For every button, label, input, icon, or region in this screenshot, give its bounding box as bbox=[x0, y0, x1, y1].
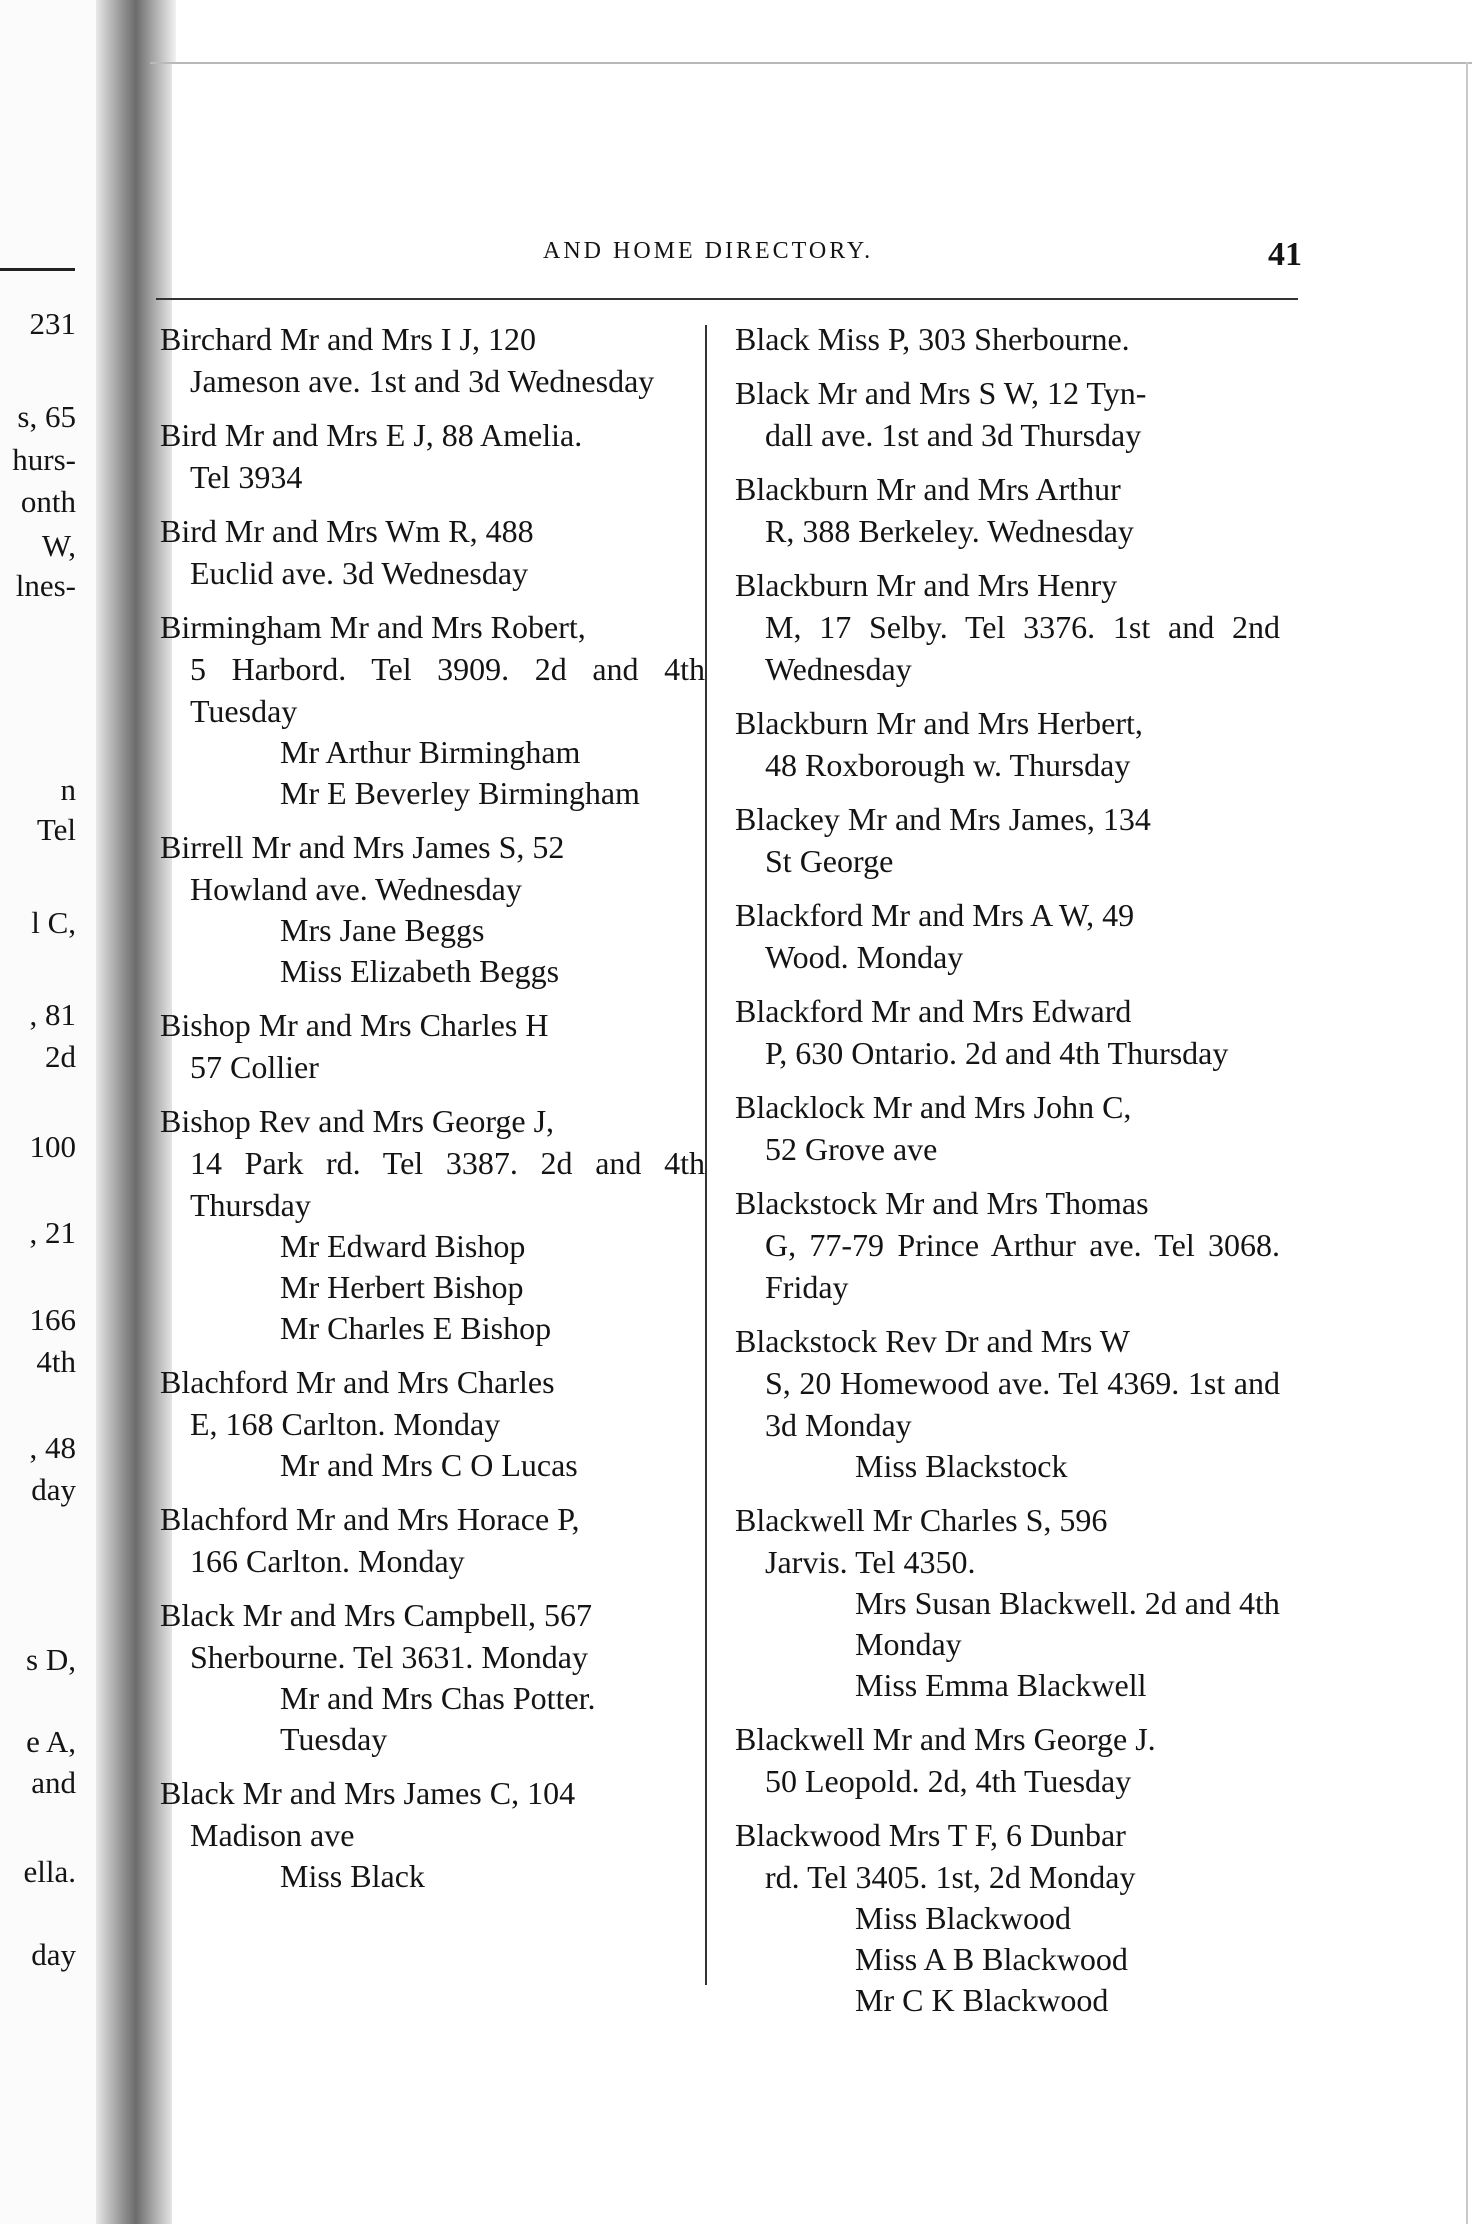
directory-entry bbox=[160, 606, 705, 814]
facing-fragment: day bbox=[31, 1472, 76, 1507]
entry-name: Blackburn Mr and Mrs Henry bbox=[735, 567, 1118, 603]
facing-fragment: s, 65 bbox=[17, 399, 76, 434]
household-member: Mr Herbert Bishop bbox=[280, 1269, 524, 1305]
directory-entry bbox=[160, 1361, 705, 1486]
entry-name: Blackstock Mr and Mrs Thomas bbox=[735, 1185, 1149, 1221]
facing-fragment: , 21 bbox=[29, 1215, 76, 1250]
directory-entry bbox=[160, 1772, 705, 1897]
left-column bbox=[160, 318, 705, 1909]
directory-entry bbox=[160, 1594, 705, 1760]
entry-address: R, 388 Berkeley. Wednesday bbox=[765, 513, 1134, 549]
facing-fragment: day bbox=[31, 1937, 76, 1972]
directory-entry bbox=[735, 798, 1280, 882]
household-member: Miss Emma Blackwell bbox=[855, 1667, 1147, 1703]
directory-entry bbox=[735, 1182, 1280, 1308]
household-member: Mr C K Blackwood bbox=[855, 1982, 1109, 2018]
household-member: Miss Blackwood bbox=[855, 1900, 1071, 1936]
entry-name: Blachford Mr and Mrs Charles bbox=[160, 1364, 555, 1400]
facing-fragment: n bbox=[60, 772, 76, 807]
household-member: Mr Arthur Birmingham bbox=[280, 734, 581, 770]
entry-name: Blackwell Mr Charles S, 596 bbox=[735, 1502, 1108, 1538]
entry-address: Madison ave bbox=[190, 1817, 355, 1853]
right-column bbox=[735, 318, 1280, 2033]
household-member: Mr Edward Bishop bbox=[280, 1228, 526, 1264]
entry-name: Black Mr and Mrs James C, 104 bbox=[160, 1775, 576, 1811]
directory-entry bbox=[735, 372, 1280, 456]
facing-fragment: 100 bbox=[29, 1129, 76, 1164]
facing-fragment: hurs- bbox=[12, 442, 76, 477]
entry-name: Birchard Mr and Mrs I J, 120 bbox=[160, 321, 536, 357]
entry-name: Blackford Mr and Mrs A W, 49 bbox=[735, 897, 1135, 933]
entry-address: Tel 3934 bbox=[190, 459, 303, 495]
directory-entry bbox=[160, 1498, 705, 1582]
running-title: AND HOME DIRECTORY. bbox=[543, 238, 874, 264]
entry-name: Blachford Mr and Mrs Horace P, bbox=[160, 1501, 580, 1537]
entry-address: P, 630 Ontario. 2d and 4th Thursday bbox=[765, 1035, 1229, 1071]
directory-entry bbox=[735, 1320, 1280, 1487]
facing-page-rule bbox=[0, 268, 75, 271]
household-member: Mr and Mrs C O Lucas bbox=[280, 1447, 578, 1483]
directory-entry bbox=[735, 894, 1280, 978]
facing-fragment: s D, bbox=[26, 1642, 76, 1677]
entry-name: Blackburn Mr and Mrs Herbert, bbox=[735, 705, 1143, 741]
directory-entry bbox=[735, 468, 1280, 552]
facing-fragment: W, bbox=[41, 528, 76, 563]
entry-name: Blacklock Mr and Mrs John C, bbox=[735, 1089, 1132, 1125]
entry-name: Birrell Mr and Mrs James S, 52 bbox=[160, 829, 565, 865]
entry-address: Wood. Monday bbox=[765, 939, 964, 975]
facing-fragment: lnes- bbox=[15, 568, 76, 603]
page-edge-right bbox=[1466, 62, 1468, 2224]
household-member: Miss Elizabeth Beggs bbox=[280, 953, 560, 989]
facing-fragment: ella. bbox=[23, 1854, 76, 1889]
entry-name: Blackstock Rev Dr and Mrs W bbox=[735, 1323, 1130, 1359]
entry-name: Black Miss P, 303 Sherbourne. bbox=[735, 321, 1130, 357]
facing-fragment: 231 bbox=[29, 306, 76, 341]
entry-address: Jameson ave. 1st and 3d Wednesday bbox=[190, 363, 655, 399]
page-edge-top bbox=[150, 62, 1472, 64]
facing-fragment: l C, bbox=[31, 905, 76, 940]
facing-fragment: 2d bbox=[45, 1039, 76, 1074]
entry-address: St George bbox=[765, 843, 894, 879]
entry-address: E, 168 Carlton. Monday bbox=[190, 1406, 501, 1442]
entry-name: Birmingham Mr and Mrs Robert, bbox=[160, 609, 586, 645]
entry-address: Euclid ave. 3d Wednesday bbox=[190, 555, 529, 591]
facing-fragment: 4th bbox=[36, 1344, 76, 1379]
entry-address: M, 17 Selby. Tel 3376. 1st and 2nd Wednesday bbox=[765, 609, 1280, 687]
entry-name: Blackburn Mr and Mrs Arthur bbox=[735, 471, 1121, 507]
household-member: Miss Blackstock bbox=[855, 1448, 1068, 1484]
entry-address: S, 20 Homewood ave. Tel 4369. 1st and 3d Monday bbox=[765, 1365, 1280, 1443]
entry-address: Howland ave. Wednesday bbox=[190, 871, 522, 907]
entry-address: 166 Carlton. Monday bbox=[190, 1543, 465, 1579]
header-rule bbox=[156, 298, 1298, 300]
directory-entry bbox=[735, 990, 1280, 1074]
household-member: Mrs Jane Beggs bbox=[280, 912, 485, 948]
entry-address: 50 Leopold. 2d, 4th Tuesday bbox=[765, 1763, 1132, 1799]
column-divider bbox=[705, 325, 707, 1985]
facing-fragment: and bbox=[31, 1765, 76, 1800]
entry-address: 52 Grove ave bbox=[765, 1131, 938, 1167]
household-member: Mr and Mrs Chas Potter. Tuesday bbox=[280, 1680, 596, 1757]
directory-entry bbox=[735, 318, 1280, 360]
entry-address: 14 Park rd. Tel 3387. 2d and 4th Thursday bbox=[190, 1145, 705, 1223]
entry-name: Blackford Mr and Mrs Edward bbox=[735, 993, 1132, 1029]
page-number: 41 bbox=[1268, 236, 1302, 273]
entry-name: Bishop Mr and Mrs Charles H bbox=[160, 1007, 549, 1043]
directory-entry bbox=[735, 1499, 1280, 1706]
directory-entry bbox=[735, 564, 1280, 690]
entry-address: 48 Roxborough w. Thursday bbox=[765, 747, 1131, 783]
directory-entry bbox=[160, 1100, 705, 1349]
directory-entry bbox=[735, 702, 1280, 786]
entry-address: Jarvis. Tel 4350. bbox=[765, 1544, 976, 1580]
entry-address: Sherbourne. Tel 3631. Monday bbox=[190, 1639, 588, 1675]
directory-entry bbox=[160, 414, 705, 498]
entry-name: Blackey Mr and Mrs James, 134 bbox=[735, 801, 1151, 837]
entry-name: Bird Mr and Mrs E J, 88 Amelia. bbox=[160, 417, 583, 453]
household-member: Mrs Susan Blackwell. 2d and 4th Monday bbox=[855, 1585, 1280, 1662]
directory-entry bbox=[160, 318, 705, 402]
directory-entry bbox=[160, 510, 705, 594]
facing-fragment: , 81 bbox=[29, 997, 76, 1032]
facing-fragment: 166 bbox=[29, 1302, 76, 1337]
entry-name: Black Mr and Mrs Campbell, 567 bbox=[160, 1597, 592, 1633]
facing-fragment: onth bbox=[20, 484, 76, 519]
household-member: Miss A B Blackwood bbox=[855, 1941, 1128, 1977]
entry-name: Blackwell Mr and Mrs George J. bbox=[735, 1721, 1156, 1757]
entry-name: Black Mr and Mrs S W, 12 Tyn- bbox=[735, 375, 1147, 411]
entry-address: dall ave. 1st and 3d Thursday bbox=[765, 417, 1142, 453]
directory-entry bbox=[735, 1718, 1280, 1802]
household-member: Mr Charles E Bishop bbox=[280, 1310, 552, 1346]
entry-address: G, 77-79 Prince Arthur ave. Tel 3068. Friday bbox=[765, 1227, 1280, 1305]
entry-address: 5 Harbord. Tel 3909. 2d and 4th Tuesday bbox=[190, 651, 705, 729]
directory-entry bbox=[735, 1086, 1280, 1170]
facing-fragment: , 48 bbox=[29, 1430, 76, 1465]
directory-entry bbox=[735, 1814, 1280, 2021]
directory-entry bbox=[160, 826, 705, 992]
entry-name: Bishop Rev and Mrs George J, bbox=[160, 1103, 555, 1139]
household-member: Miss Black bbox=[280, 1858, 425, 1894]
household-member: Mr E Beverley Birmingham bbox=[280, 775, 640, 811]
facing-fragment: e A, bbox=[26, 1724, 76, 1759]
directory-entry bbox=[160, 1004, 705, 1088]
entry-name: Bird Mr and Mrs Wm R, 488 bbox=[160, 513, 534, 549]
entry-address: rd. Tel 3405. 1st, 2d Monday bbox=[765, 1859, 1136, 1895]
entry-address: 57 Collier bbox=[190, 1049, 319, 1085]
facing-fragment: Tel bbox=[36, 812, 76, 847]
entry-name: Blackwood Mrs T F, 6 Dunbar bbox=[735, 1817, 1126, 1853]
